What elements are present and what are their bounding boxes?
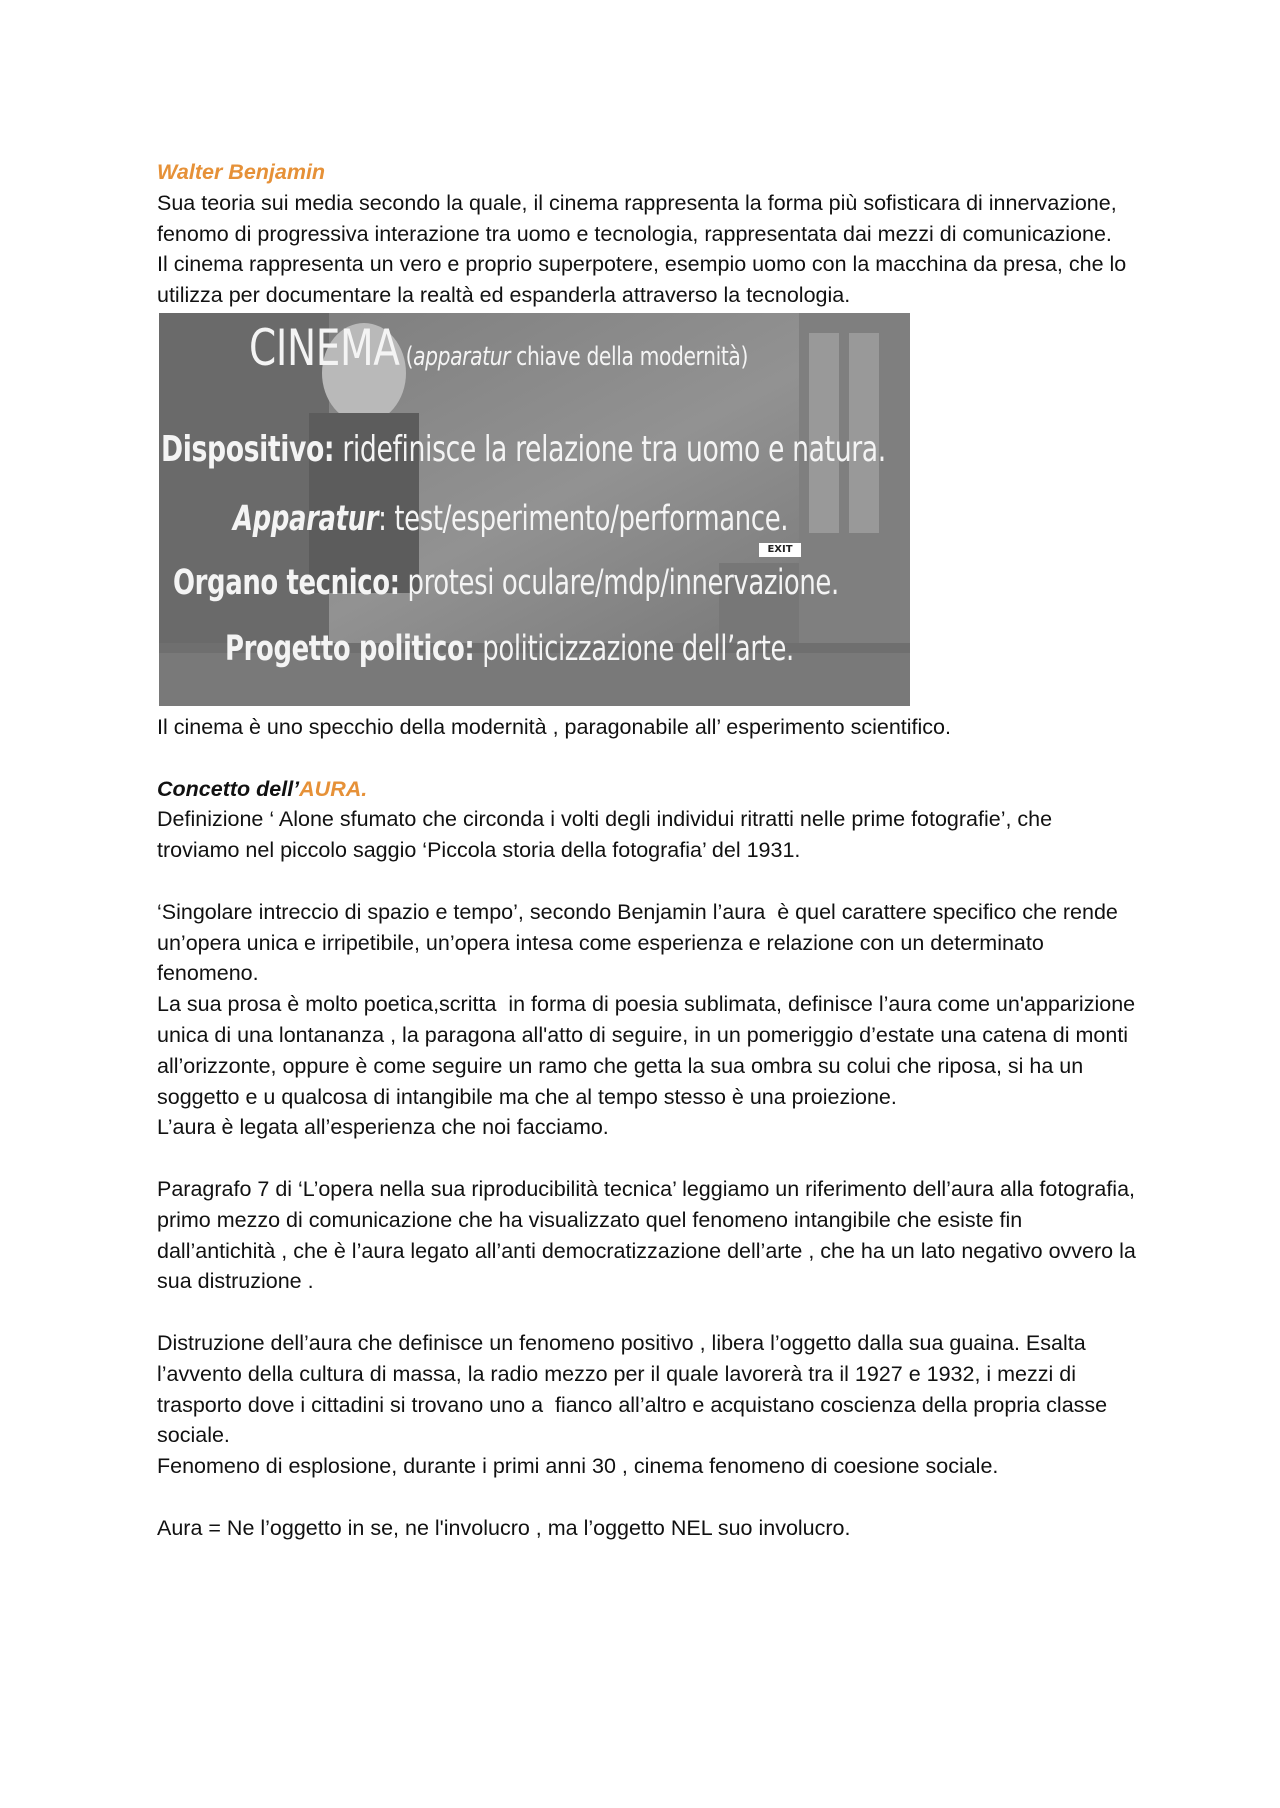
slide-title: CINEMA (apparatur chiave della modernità) (249, 318, 748, 377)
figure-caption: Il cinema è uno specchio della modernità , paragonabile all’ esperimento scientifico. (157, 714, 951, 739)
section-title-walter-benjamin: Walter Benjamin (157, 160, 326, 184)
slide-line-organo-tecnico: Organo tecnico: protesi oculare/mdp/innervazione. (173, 562, 839, 603)
slide-line-dispositivo: Dispositivo: ridefinisce la relazione tra uomo e natura. (161, 428, 886, 470)
paragraph: Il cinema rappresenta un vero e proprio superpotere, esempio uomo con la macchina da presa, che lo utilizza per documentare la realtà ed espanderla attraverso la tecnologia. (157, 252, 1133, 308)
paragraph: Fenomeno di esplosione, durante i primi anni 30 , cinema fenomeno di coesione sociale. (157, 1454, 999, 1479)
paragraph: Aura = Ne l’oggetto in se, ne l'involucro , ma l’oggetto NEL suo involucro. (157, 1515, 851, 1540)
paragraph: Definizione ‘ Alone sfumato che circonda i volti degli individui ritratti nelle prime fotografie’, che troviamo nel piccolo saggio ‘Piccola storia della fotografia’ del 1931. (157, 807, 1059, 863)
slide-line-apparatur: Apparatur: test/esperimento/performance. (233, 498, 789, 539)
paragraph: ‘Singolare intreccio di spazio e tempo’, secondo Benjamin l’aura è quel carattere specifico che rende un’opera unica e irripetibile, un’opera intesa come esperienza e relazione con un determinato fenomeno. (157, 899, 1124, 986)
paragraph: Sua teoria sui media secondo la quale, il cinema rappresenta la forma più sofisticara di innervazione, fenomo di progressiva interazione tra uomo e tecnologia, rappresentata dai mezzi di comunicazione. (157, 190, 1123, 246)
paragraph: La sua prosa è molto poetica,scritta in forma di poesia sublimata, definisce l’aura come un'apparizione unica di una lontananza , la paragona all'atto di seguire, in un pomeriggio d’estate una catena di monti all’orizzonte, oppure è come seguire un ramo che getta la sua ombra su colui che riposa, si ha un soggetto e u qualcosa di intangibile ma che al tempo stesso è una proiezione. (157, 992, 1142, 1109)
exit-sign: EXIT (759, 543, 801, 557)
paragraph: Distruzione dell’aura che definisce un fenomeno positivo , libera l’oggetto dalla sua guaina. Esalta l’avvento della cultura di massa, la radio mezzo per il quale lavorerà tra il 1927 e 1932, i mezzi di trasporto dove i cittadini si trovano uno a fianco all’altro e acquistano coscienza della propria classe sociale. (157, 1330, 1114, 1448)
slide-line-progetto-politico: Progetto politico: politicizzazione dell’arte. (225, 628, 794, 669)
paragraph: Paragrafo 7 di ‘L’opera nella sua riproducibilità tecnica’ leggiamo un riferimento dell’aura alla fotografia, primo mezzo di comunicazione che ha visualizzato quel fenomeno intangibile che esiste fin dall’antichità , che è l’aura legato all’anti democratizzazione dell’arte , che ha un lato negativo ovvero la sua distruzione . (157, 1176, 1142, 1294)
document-content (157, 157, 1142, 1544)
section-title-aura: Concetto dell’AURA. (157, 776, 368, 801)
cinema-slide-image (159, 313, 910, 706)
paragraph: L’aura è legata all’esperienza che noi facciamo. (157, 1115, 609, 1140)
